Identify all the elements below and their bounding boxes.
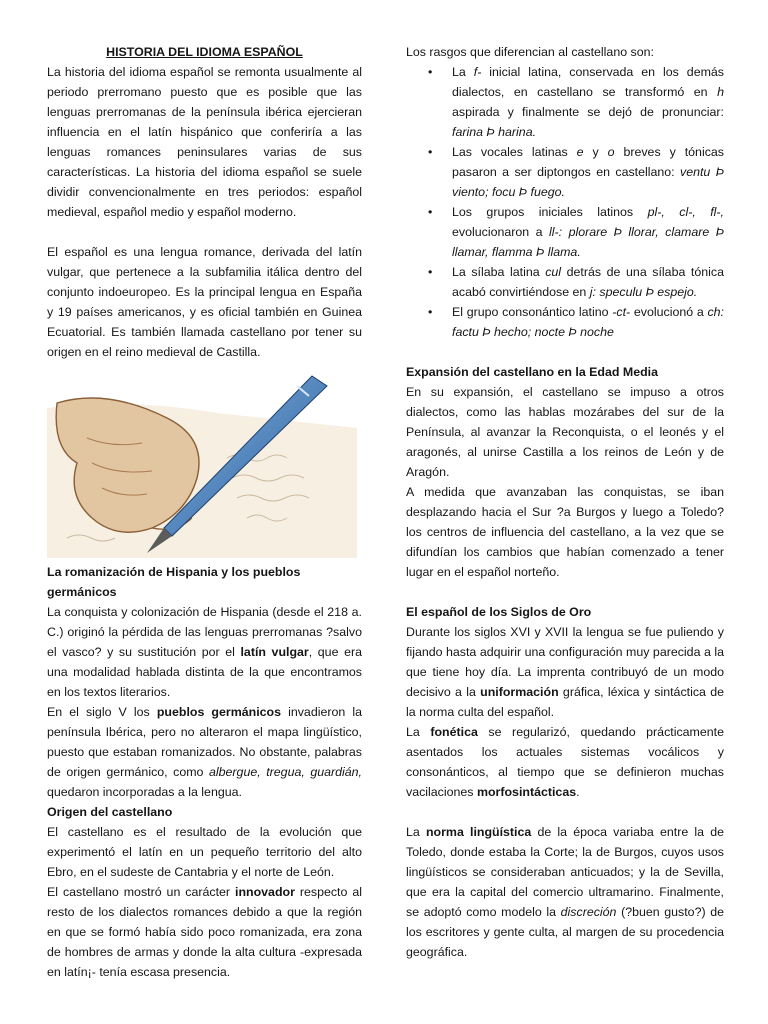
- siglos-oro-heading: El español de los Siglos de Oro: [406, 605, 592, 619]
- bullet-icon: •: [428, 65, 433, 79]
- list-item: • La f- inicial latina, conservada en los demás dialectos, en castellano se transformó en h aspirada y finalmente se dejó de pronunciar: farina Þ harina.: [406, 62, 724, 142]
- list-item: • El grupo consonántico latino -ct- evolucionó a ch: factu Þ hecho; nocte Þ noche: [406, 302, 724, 342]
- list-item: • Los grupos iniciales latinos pl-, cl-, fl-, evolucionaron a ll-: plorare Þ llorar, clamare Þ llamar, flamma Þ llama.: [406, 202, 724, 262]
- siglos-oro-paragraph-2: La fonética se regularizó, quedando prácticamente asentados los actuales sistemas vocálicos y consonánticos, al tiempo que se definieron muchas vacilaciones morfosintácticas.: [406, 725, 724, 799]
- origen-paragraph-2: El castellano mostró un carácter innovador respecto al resto de los dialectos romances debido a que la región en que se formó había sido poco romanizada, era zona de hombres de armas y donde la alta cultura -expresada en latín¡- tenía escasa presencia.: [47, 885, 362, 979]
- expansion-paragraph-2: A medida que avanzaban las conquistas, se iban desplazando hacia el Sur ?a Burgos y luego a Toledo? los centros de influencia del castellano, a la vez que se difundían los cambios que habían comenzado a tener lugar en el español norteño.: [406, 485, 724, 579]
- list-item: • Las vocales latinas e y o breves y tónicas pasaron a ser diptongos en castellano: ventu Þ viento; focu Þ fuego.: [406, 142, 724, 202]
- rasgos-heading: Los rasgos que diferencian al castellano son:: [406, 45, 654, 59]
- rasgos-list: [406, 62, 724, 342]
- siglos-oro-paragraph-3: La norma lingüística de la época variaba entre la de Toledo, donde estaba la Corte; la de Burgos, cuyos usos lingüísticos se consideraban anticuados; y la de Sevilla, que era la capital del comercio ultramarino. Finalmente, se adoptó como modelo la discreción (?buen gusto?) de los escritores y gente culta, al margen de su procedencia geográfica.: [406, 825, 725, 959]
- bullet-icon: •: [428, 205, 433, 219]
- list-item: • La sílaba latina cul detrás de una sílaba tónica acabó convirtiéndose en j: speculu Þ espejo.: [406, 262, 724, 302]
- expansion-heading: Expansión del castellano en la Edad Media: [406, 365, 659, 379]
- left-column: [47, 42, 362, 982]
- romanizacion-paragraph-2: En el siglo V los pueblos germánicos invadieron la península Ibérica, pero no alteraron el mapa lingüístico, puesto que estaban romanizados. No obstante, palabras de origen germánico, como albergue, tregua, guardián, quedaron incorporadas a la lengua.: [47, 705, 362, 799]
- bullet-icon: •: [428, 265, 433, 279]
- siglos-oro-paragraph-1: Durante los siglos XVI y XVII la lengua se fue puliendo y fijando hasta adquirir una configuración muy parecida a la que tiene hoy día. La imprenta contribuyó de un modo decisivo a la uniformación gráfica, léxica y sintáctica de la norma culta del español.: [406, 625, 724, 719]
- right-column: [406, 42, 724, 962]
- hand-writing-with-quill-illustration: [47, 368, 357, 558]
- origen-heading: Origen del castellano: [47, 805, 173, 819]
- intro-paragraph-2: El español es una lengua romance, derivada del latín vulgar, que pertenece a la subfamilia itálica dentro del conjunto indoeuropeo. Es la principal lengua en España y 19 países americanos, y es oficial también en Guinea Ecuatorial. Es también llamada castellano por tener su origen en el reino medieval de Castilla.: [47, 245, 362, 359]
- origen-paragraph-1: El castellano es el resultado de la evolución que experimentó el latín en un pequeño territorio del alto Ebro, en el sudeste de Cantabria y el norte de León.: [47, 825, 362, 879]
- expansion-paragraph-1: En su expansión, el castellano se impuso a otros dialectos, como las hablas mozárabes del sur de la Península, al avanzar la Reconquista, o el leonés y el aragonés, al unirse Castilla a los reinos de León y de Aragón.: [406, 385, 724, 479]
- document-title: HISTORIA DEL IDIOMA ESPAÑOL: [106, 45, 303, 59]
- romanizacion-paragraph-1: La conquista y colonización de Hispania (desde el 218 a. C.) originó la pérdida de las lenguas prerromanas ?salvo el vasco? y su sustitución por el latín vulgar, que era una modalidad hablada distinta de la que encontramos en los textos literarios.: [47, 605, 362, 699]
- romanizacion-heading: La romanización de Hispania y los pueblos germánicos: [47, 565, 301, 599]
- bullet-icon: •: [428, 145, 433, 159]
- bullet-icon: •: [428, 305, 433, 319]
- intro-paragraph-1: La historia del idioma español se remonta usualmente al periodo prerromano puesto que es posible que las lenguas prerromanas de la península ibérica ejercieran influencia en el latín hispánico que conferiría a las lenguas romances peninsulares varias de sus características. La historia del idioma español se suele dividir convencionalmente en tres periodos: español medieval, español medio y español moderno.: [47, 65, 362, 219]
